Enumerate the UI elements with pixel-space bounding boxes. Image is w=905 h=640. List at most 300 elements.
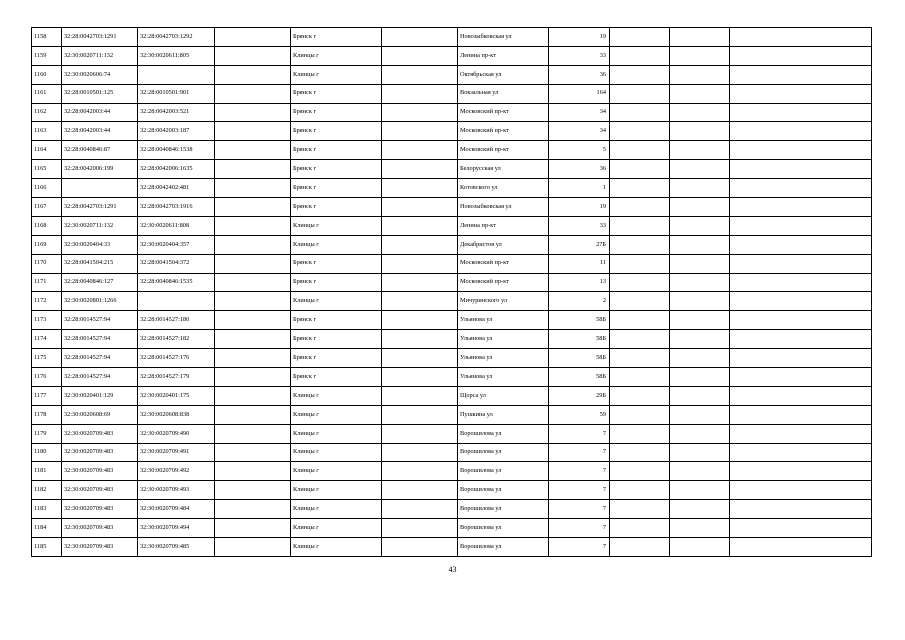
house-number-cell: 7	[549, 462, 610, 481]
cell-blank-cell	[382, 481, 458, 500]
cell-blank-cell	[730, 160, 872, 179]
cell-blank-cell	[610, 500, 670, 519]
cell-blank-cell	[670, 386, 730, 405]
row-number-cell: 1173	[32, 311, 62, 330]
city-cell: Брянск г	[291, 368, 382, 387]
house-number-cell: 7	[549, 500, 610, 519]
street-cell: Декабристов ул	[458, 235, 549, 254]
cadastral-number-parcel-cell: 32:28:0040846:87	[62, 141, 138, 160]
cell-blank-cell	[382, 216, 458, 235]
row-number-cell: 1174	[32, 330, 62, 349]
cadastral-number-object-cell: 32:28:0014527:176	[138, 349, 215, 368]
house-number-cell: 36	[549, 160, 610, 179]
cadastral-number-parcel-cell: 32:30:0020404:33	[62, 235, 138, 254]
cadastral-number-object-cell: 32:28:0042703:1916	[138, 198, 215, 217]
cell-blank-cell	[215, 386, 291, 405]
street-cell: Котовского ул	[458, 179, 549, 198]
row-number-cell: 1183	[32, 500, 62, 519]
table-row	[32, 368, 872, 387]
cadastral-number-parcel-cell: 32:28:0014527:94	[62, 368, 138, 387]
street-cell: Ворошилова ул	[458, 462, 549, 481]
city-cell: Брянск г	[291, 198, 382, 217]
cell-blank-cell	[610, 160, 670, 179]
cell-blank-cell	[382, 519, 458, 538]
cell-blank-cell	[215, 273, 291, 292]
cell-blank-cell	[382, 122, 458, 141]
cell-blank-cell	[610, 28, 670, 47]
cell-blank-cell	[670, 141, 730, 160]
cell-blank-cell	[215, 103, 291, 122]
cadastral-number-parcel-cell: 32:28:0042003:44	[62, 122, 138, 141]
cell-blank-cell	[670, 443, 730, 462]
cadastral-number-parcel-cell: 32:30:0020709:483	[62, 424, 138, 443]
table-row	[32, 292, 872, 311]
cadastral-number-parcel-cell: 32:30:0020401:129	[62, 386, 138, 405]
cadastral-number-object-cell	[138, 65, 215, 84]
street-cell: Ворошилова ул	[458, 519, 549, 538]
table-row	[32, 424, 872, 443]
city-cell: Клинцы г	[291, 292, 382, 311]
cell-blank-cell	[730, 122, 872, 141]
city-cell: Брянск г	[291, 141, 382, 160]
cell-blank-cell	[670, 519, 730, 538]
cell-blank-cell	[670, 198, 730, 217]
cell-blank-cell	[610, 519, 670, 538]
cell-blank-cell	[382, 368, 458, 387]
street-cell: Ульянова ул	[458, 368, 549, 387]
table-row	[32, 84, 872, 103]
cadastral-number-parcel-cell: 32:30:0020709:483	[62, 443, 138, 462]
cell-blank-cell	[382, 103, 458, 122]
cell-blank-cell	[730, 292, 872, 311]
cell-blank-cell	[610, 349, 670, 368]
cell-blank-cell	[610, 386, 670, 405]
row-number-cell: 1185	[32, 538, 62, 557]
cell-blank-cell	[610, 179, 670, 198]
cell-blank-cell	[610, 103, 670, 122]
cell-blank-cell	[382, 424, 458, 443]
cell-blank-cell	[215, 519, 291, 538]
cell-blank-cell	[610, 84, 670, 103]
street-cell: Ворошилова ул	[458, 500, 549, 519]
street-cell: Московский пр-кт	[458, 141, 549, 160]
street-cell: Щорса ул	[458, 386, 549, 405]
cell-blank-cell	[730, 273, 872, 292]
cell-blank-cell	[215, 198, 291, 217]
cell-blank-cell	[215, 160, 291, 179]
row-number-cell: 1179	[32, 424, 62, 443]
house-number-cell: 34	[549, 103, 610, 122]
city-cell: Брянск г	[291, 254, 382, 273]
house-number-cell: 58Б	[549, 368, 610, 387]
street-cell: Ульянова ул	[458, 349, 549, 368]
cell-blank-cell	[730, 386, 872, 405]
row-number-cell: 1171	[32, 273, 62, 292]
cell-blank-cell	[215, 254, 291, 273]
house-number-cell: 7	[549, 481, 610, 500]
cell-blank-cell	[730, 405, 872, 424]
row-number-cell: 1181	[32, 462, 62, 481]
city-cell: Клинцы г	[291, 424, 382, 443]
house-number-cell: 34	[549, 122, 610, 141]
row-number-cell: 1161	[32, 84, 62, 103]
house-number-cell: 58Б	[549, 349, 610, 368]
cell-blank-cell	[382, 28, 458, 47]
city-cell: Брянск г	[291, 311, 382, 330]
cell-blank-cell	[730, 443, 872, 462]
cell-blank-cell	[382, 405, 458, 424]
cell-blank-cell	[670, 122, 730, 141]
cadastral-number-object-cell	[138, 292, 215, 311]
cadastral-number-parcel-cell: 32:30:0020608:69	[62, 405, 138, 424]
table-row	[32, 462, 872, 481]
cell-blank-cell	[730, 330, 872, 349]
cadastral-number-object-cell: 32:30:0020404:357	[138, 235, 215, 254]
cell-blank-cell	[670, 28, 730, 47]
cadastral-number-object-cell: 32:30:0020709:492	[138, 462, 215, 481]
cell-blank-cell	[215, 443, 291, 462]
cell-blank-cell	[670, 273, 730, 292]
street-cell: Ленина пр-кт	[458, 46, 549, 65]
cell-blank-cell	[382, 443, 458, 462]
row-number-cell: 1172	[32, 292, 62, 311]
street-cell: Ворошилова ул	[458, 538, 549, 557]
street-cell: Ворошилова ул	[458, 481, 549, 500]
city-cell: Клинцы г	[291, 500, 382, 519]
row-number-cell: 1159	[32, 46, 62, 65]
table-row	[32, 179, 872, 198]
cadastral-number-object-cell: 32:28:0041504:372	[138, 254, 215, 273]
cell-blank-cell	[610, 292, 670, 311]
street-cell: Новозыбковская ул	[458, 198, 549, 217]
cadastral-number-object-cell: 32:30:0020709:485	[138, 538, 215, 557]
table-row	[32, 386, 872, 405]
row-number-cell: 1166	[32, 179, 62, 198]
row-number-cell: 1163	[32, 122, 62, 141]
row-number-cell: 1175	[32, 349, 62, 368]
street-cell: Новозыбковская ул	[458, 28, 549, 47]
city-cell: Клинцы г	[291, 65, 382, 84]
cell-blank-cell	[670, 216, 730, 235]
street-cell: Ульянова ул	[458, 311, 549, 330]
cell-blank-cell	[382, 235, 458, 254]
table-row	[32, 519, 872, 538]
cell-blank-cell	[730, 103, 872, 122]
cell-blank-cell	[382, 46, 458, 65]
cadastral-number-parcel-cell: 32:30:0020709:483	[62, 462, 138, 481]
cadastral-number-parcel-cell: 32:30:0020711:132	[62, 46, 138, 65]
house-number-cell: 7	[549, 538, 610, 557]
street-cell: Ворошилова ул	[458, 424, 549, 443]
cell-blank-cell	[215, 28, 291, 47]
street-cell: Ленина пр-кт	[458, 216, 549, 235]
street-cell: Мичуринского ул	[458, 292, 549, 311]
cell-blank-cell	[730, 65, 872, 84]
street-cell: Белорусская ул	[458, 160, 549, 179]
table-row	[32, 141, 872, 160]
cadastral-number-parcel-cell: 32:28:0042703:1291	[62, 28, 138, 47]
cell-blank-cell	[382, 198, 458, 217]
cell-blank-cell	[670, 500, 730, 519]
street-cell: Вокзальная ул	[458, 84, 549, 103]
cadastral-number-object-cell: 32:28:0014527:182	[138, 330, 215, 349]
cadastral-number-object-cell: 32:28:0010501:901	[138, 84, 215, 103]
page-number: 43	[448, 565, 457, 574]
cadastral-number-object-cell: 32:30:0020709:494	[138, 519, 215, 538]
table-row	[32, 160, 872, 179]
table-row	[32, 311, 872, 330]
city-cell: Клинцы г	[291, 216, 382, 235]
table-row	[32, 481, 872, 500]
cadastral-number-object-cell: 32:30:0020611:808	[138, 216, 215, 235]
table-row	[32, 330, 872, 349]
house-number-cell: 33	[549, 46, 610, 65]
cadastral-number-parcel-cell: 32:30:0020709:483	[62, 481, 138, 500]
cadastral-number-parcel-cell: 32:28:0014527:94	[62, 311, 138, 330]
table-row	[32, 273, 872, 292]
cadastral-number-object-cell: 32:30:0020608:838	[138, 405, 215, 424]
row-number-cell: 1162	[32, 103, 62, 122]
cell-blank-cell	[215, 65, 291, 84]
cell-blank-cell	[382, 349, 458, 368]
cell-blank-cell	[610, 462, 670, 481]
cadastral-number-object-cell: 32:28:0042703:1292	[138, 28, 215, 47]
street-cell: Ульянова ул	[458, 330, 549, 349]
cell-blank-cell	[382, 500, 458, 519]
cadastral-number-object-cell: 32:28:0040846:1535	[138, 273, 215, 292]
city-cell: Брянск г	[291, 160, 382, 179]
cadastral-number-parcel-cell: 32:30:0020709:483	[62, 538, 138, 557]
cell-blank-cell	[610, 65, 670, 84]
street-cell: Московский пр-кт	[458, 273, 549, 292]
cadastral-number-parcel-cell: 32:28:0042703:1291	[62, 198, 138, 217]
cadastral-number-parcel-cell: 32:30:0020709:483	[62, 519, 138, 538]
cell-blank-cell	[730, 46, 872, 65]
city-cell: Клинцы г	[291, 481, 382, 500]
cell-blank-cell	[382, 179, 458, 198]
city-cell: Брянск г	[291, 330, 382, 349]
house-number-cell: 5	[549, 141, 610, 160]
cell-blank-cell	[730, 179, 872, 198]
cadastral-number-object-cell: 32:30:0020611:805	[138, 46, 215, 65]
row-number-cell: 1164	[32, 141, 62, 160]
cell-blank-cell	[670, 65, 730, 84]
cell-blank-cell	[382, 141, 458, 160]
house-number-cell: 7	[549, 443, 610, 462]
cell-blank-cell	[215, 122, 291, 141]
row-number-cell: 1160	[32, 65, 62, 84]
cadastral-number-object-cell: 32:28:0042003:521	[138, 103, 215, 122]
cell-blank-cell	[610, 273, 670, 292]
cadastral-number-object-cell: 32:28:0042003:187	[138, 122, 215, 141]
house-number-cell: 2	[549, 292, 610, 311]
table-row	[32, 65, 872, 84]
row-number-cell: 1178	[32, 405, 62, 424]
city-cell: Брянск г	[291, 122, 382, 141]
cell-blank-cell	[670, 254, 730, 273]
cadastral-number-object-cell: 32:30:0020709:484	[138, 500, 215, 519]
cell-blank-cell	[610, 481, 670, 500]
cell-blank-cell	[215, 481, 291, 500]
cell-blank-cell	[382, 386, 458, 405]
cell-blank-cell	[730, 141, 872, 160]
street-cell: Московский пр-кт	[458, 103, 549, 122]
table-row	[32, 122, 872, 141]
cell-blank-cell	[730, 519, 872, 538]
table-row	[32, 538, 872, 557]
cadastral-number-object-cell: 32:30:0020401:175	[138, 386, 215, 405]
cadastral-number-parcel-cell: 32:30:0020711:132	[62, 216, 138, 235]
city-cell: Брянск г	[291, 273, 382, 292]
city-cell: Клинцы г	[291, 235, 382, 254]
cadastral-number-parcel-cell: 32:28:0040846:127	[62, 273, 138, 292]
cadastral-number-object-cell: 32:30:0020709:490	[138, 424, 215, 443]
house-number-cell: 7	[549, 424, 610, 443]
cell-blank-cell	[215, 311, 291, 330]
cell-blank-cell	[215, 216, 291, 235]
city-cell: Клинцы г	[291, 386, 382, 405]
row-number-cell: 1165	[32, 160, 62, 179]
house-number-cell: 1	[549, 179, 610, 198]
cell-blank-cell	[670, 46, 730, 65]
cell-blank-cell	[670, 235, 730, 254]
cell-blank-cell	[382, 273, 458, 292]
table-row	[32, 405, 872, 424]
house-number-cell: 58Б	[549, 311, 610, 330]
cadastral-number-parcel-cell: 32:28:0041504:215	[62, 254, 138, 273]
cell-blank-cell	[730, 28, 872, 47]
cell-blank-cell	[670, 462, 730, 481]
cell-blank-cell	[610, 46, 670, 65]
cell-blank-cell	[730, 235, 872, 254]
city-cell: Брянск г	[291, 179, 382, 198]
row-number-cell: 1176	[32, 368, 62, 387]
cell-blank-cell	[670, 292, 730, 311]
cell-blank-cell	[610, 198, 670, 217]
cell-blank-cell	[215, 349, 291, 368]
cell-blank-cell	[670, 368, 730, 387]
cell-blank-cell	[670, 179, 730, 198]
cell-blank-cell	[610, 443, 670, 462]
cell-blank-cell	[670, 103, 730, 122]
cell-blank-cell	[670, 349, 730, 368]
cell-blank-cell	[382, 462, 458, 481]
house-number-cell: 58Б	[549, 330, 610, 349]
cadastral-number-parcel-cell: 32:28:0014527:94	[62, 349, 138, 368]
cell-blank-cell	[382, 292, 458, 311]
house-number-cell: 29Б	[549, 386, 610, 405]
cell-blank-cell	[610, 330, 670, 349]
cell-blank-cell	[215, 292, 291, 311]
cadastral-number-object-cell: 32:28:0014527:180	[138, 311, 215, 330]
cell-blank-cell	[215, 462, 291, 481]
cell-blank-cell	[610, 538, 670, 557]
cell-blank-cell	[670, 405, 730, 424]
table-row	[32, 216, 872, 235]
register-sheet	[31, 27, 870, 557]
city-cell: Клинцы г	[291, 462, 382, 481]
cell-blank-cell	[670, 311, 730, 330]
cell-blank-cell	[670, 481, 730, 500]
cadastral-number-parcel-cell	[62, 179, 138, 198]
cell-blank-cell	[215, 179, 291, 198]
cell-blank-cell	[670, 538, 730, 557]
cadastral-number-object-cell: 32:28:0042402:481	[138, 179, 215, 198]
table-row	[32, 198, 872, 217]
cell-blank-cell	[730, 311, 872, 330]
row-number-cell: 1170	[32, 254, 62, 273]
table-body	[32, 28, 872, 557]
cell-blank-cell	[382, 330, 458, 349]
cell-blank-cell	[610, 122, 670, 141]
cell-blank-cell	[730, 481, 872, 500]
house-number-cell: 59	[549, 405, 610, 424]
cell-blank-cell	[610, 405, 670, 424]
cell-blank-cell	[215, 424, 291, 443]
cell-blank-cell	[730, 500, 872, 519]
cell-blank-cell	[215, 235, 291, 254]
city-cell: Клинцы г	[291, 405, 382, 424]
house-number-cell: 164	[549, 84, 610, 103]
table-row	[32, 500, 872, 519]
cadastral-number-parcel-cell: 32:28:0042006:199	[62, 160, 138, 179]
table-row	[32, 46, 872, 65]
row-number-cell: 1158	[32, 28, 62, 47]
cadastral-number-object-cell: 32:28:0014527:179	[138, 368, 215, 387]
cadastral-number-parcel-cell: 32:30:0020606:74	[62, 65, 138, 84]
cadastral-number-object-cell: 32:30:0020709:493	[138, 481, 215, 500]
cell-blank-cell	[215, 405, 291, 424]
house-number-cell: 7	[549, 519, 610, 538]
cell-blank-cell	[215, 141, 291, 160]
cadastral-number-object-cell: 32:28:0040846:1538	[138, 141, 215, 160]
cell-blank-cell	[610, 141, 670, 160]
house-number-cell: 11	[549, 254, 610, 273]
city-cell: Клинцы г	[291, 443, 382, 462]
cell-blank-cell	[382, 311, 458, 330]
cell-blank-cell	[382, 65, 458, 84]
city-cell: Клинцы г	[291, 519, 382, 538]
row-number-cell: 1182	[32, 481, 62, 500]
cadastral-number-parcel-cell: 32:30:0020709:483	[62, 500, 138, 519]
cell-blank-cell	[215, 368, 291, 387]
row-number-cell: 1169	[32, 235, 62, 254]
cell-blank-cell	[382, 84, 458, 103]
cell-blank-cell	[730, 368, 872, 387]
house-number-cell: 19	[549, 198, 610, 217]
cell-blank-cell	[610, 235, 670, 254]
table-row	[32, 103, 872, 122]
cadastral-number-object-cell: 32:28:0042006:1635	[138, 160, 215, 179]
register-table	[31, 27, 872, 557]
cell-blank-cell	[730, 349, 872, 368]
house-number-cell: 19	[549, 28, 610, 47]
cadastral-number-parcel-cell: 32:28:0014527:94	[62, 330, 138, 349]
cell-blank-cell	[610, 311, 670, 330]
table-row	[32, 349, 872, 368]
cadastral-number-parcel-cell: 32:28:0042003:44	[62, 103, 138, 122]
cell-blank-cell	[670, 84, 730, 103]
house-number-cell: 27Б	[549, 235, 610, 254]
cell-blank-cell	[610, 216, 670, 235]
cell-blank-cell	[730, 424, 872, 443]
cell-blank-cell	[730, 198, 872, 217]
cell-blank-cell	[670, 424, 730, 443]
row-number-cell: 1180	[32, 443, 62, 462]
cell-blank-cell	[382, 160, 458, 179]
house-number-cell: 13	[549, 273, 610, 292]
cell-blank-cell	[730, 84, 872, 103]
